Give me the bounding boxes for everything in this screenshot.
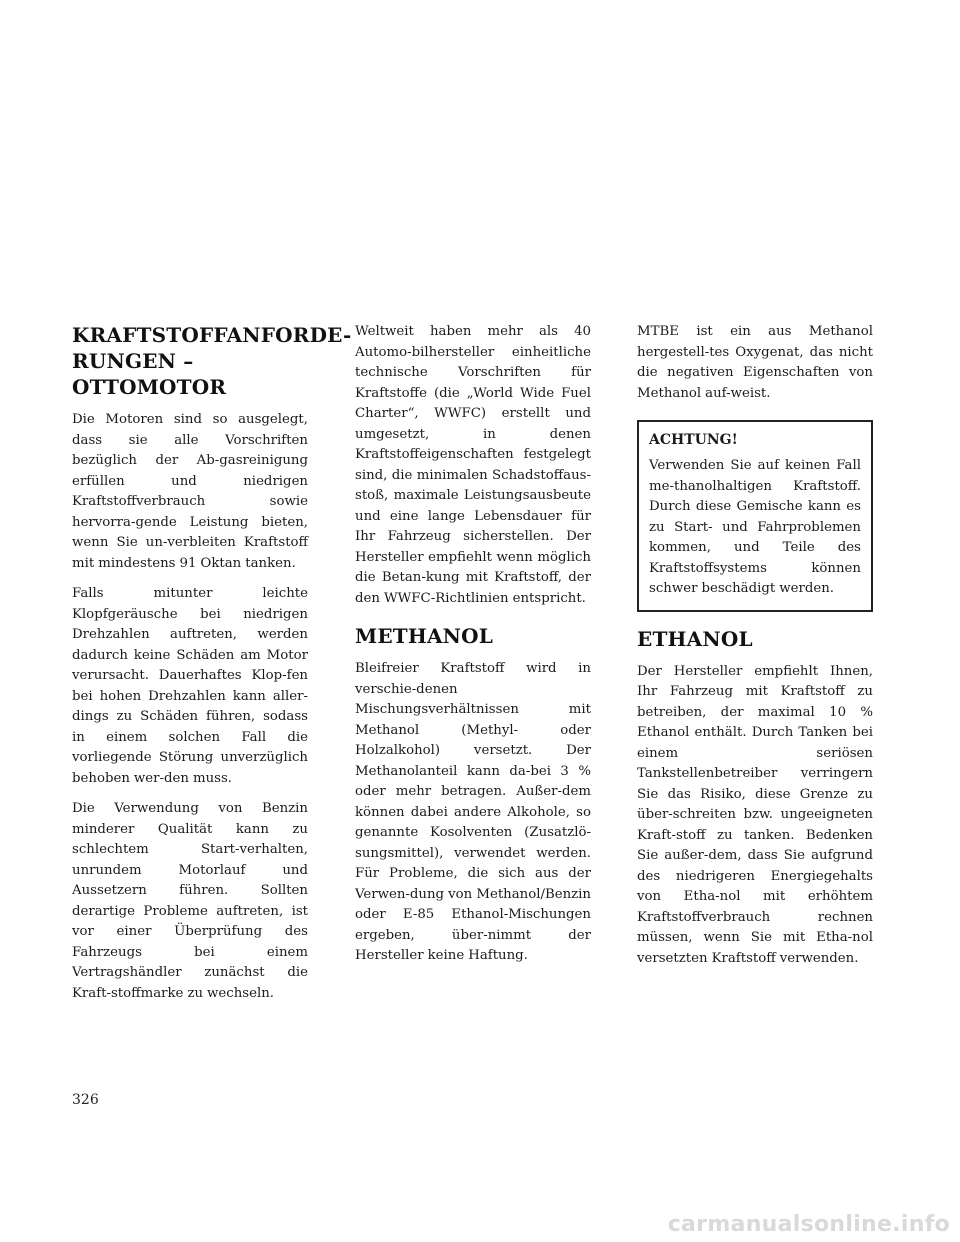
paragraph: Die Motoren sind so ausgelegt, dass sie alle Vorschriften bezüglich der Ab-gasreinigung erfüllen und niedrigen Kraftstoffverbrauch sowie hervorra-gende Leistung bieten, wenn Sie un-verbleiten Kraftstoff mit mindestens 91 Oktan tanken.: [72, 412, 308, 571]
paragraph: Bleifreier Kraftstoff wird in verschie-denen Mischungsverhältnissen mit Methanol (Methyl- oder Holzalkohol) versetzt. Der Methanolanteil kann da-bei 3 % oder mehr betragen. Außer-dem können dabei andere Alkohole, so genannte Kosolventen (Zusatzlö-sungsmittel), verwendet werden. Für Probleme, die sich aus der Verwen-dung von Methanol/Benzin oder E-85 Ethanol-Mischungen ergeben, über-nimmt der Hersteller keine Haftung.: [355, 661, 591, 963]
warning-text: Verwenden Sie auf keinen Fall me-thanolhaltigen Kraftstoff. Durch diese Gemische kann es zu Start- und Fahrproblemen kommen, und Teile des Kraftstoffsystems können schwer beschädigt werden.: [649, 458, 861, 596]
paragraph: Der Hersteller empfiehlt Ihnen, Ihr Fahrzeug mit Kraftstoff zu betreiben, der maximal 10 % Ethanol enthält. Durch Tanken bei einem seriösen Tankstellenbetreiber verringern Sie das Risiko, diese Grenze zu über-schreiten bzw. ungeeigneten Kraft-stoff zu tanken. Bedenken Sie außer-dem, dass Sie aufgrund des niedrigeren Energiegehalts von Etha-nol mit erhöhtem Kraftstoffverbrauch rechnen müssen, wenn Sie mit Etha-nol versetzten Kraftstoff verwenden.: [637, 663, 873, 966]
warning-box: [637, 420, 873, 612]
watermark: carmanualsonline.info: [667, 1212, 950, 1237]
section-heading-methanol: METHANOL: [355, 624, 494, 648]
column-3: [637, 322, 873, 979]
column-1: [72, 322, 352, 1014]
section-heading-fuel-requirements: [72, 322, 352, 400]
page-number: 326: [72, 1092, 99, 1108]
heading-line-1: KRAFTSTOFFANFORDE-: [72, 323, 352, 347]
paragraph: MTBE ist ein aus Methanol hergestell-tes Oxygenat, das nicht die negativen Eigenschaften von Methanol auf-weist.: [637, 324, 873, 401]
paragraph: Weltweit haben mehr als 40 Automo-bilhersteller einheitliche technische Vorschriften für Kraftstoffe (die „World Wide Fuel Charter“, WWFC) erstellt und umgesetzt, in denen Kraftstoffeigenschaften festgelegt sind, die minimalen Schadstoffaus-stoß, maximale Leistungsausbeute und eine lange Lebensdauer für Ihr Fahrzeug sicherstellen. Der Hersteller empfiehlt wenn möglich die Betan-kung mit Kraftstoff, der den WWFC-Richtlinien entspricht.: [355, 324, 591, 606]
paragraph: Falls mitunter leichte Klopfgeräusche bei niedrigen Drehzahlen auftreten, werden dadurch keine Schäden am Motor verursacht. Dauerhaftes Klop-fen bei hohen Drehzahlen kann aller-dings zu Schäden führen, sodass in einem solchen Fall die vorliegende Störung unverzüglich behoben wer-den muss.: [72, 586, 308, 786]
heading-line-2: RUNGEN – OTTOMOTOR: [72, 349, 227, 399]
section-heading-ethanol: ETHANOL: [637, 626, 753, 651]
column-2: [355, 322, 591, 977]
warning-title: ACHTUNG!: [649, 432, 738, 448]
paragraph: Die Verwendung von Benzin minderer Qualität kann zu schlechtem Start-verhalten, unrundem Motorlauf und Aussetzern führen. Sollten derartige Probleme auftreten, ist vor einer Überprüfung des Fahrzeugs bei einem Vertragshändler zunächst die Kraft-stoffmarke zu wechseln.: [72, 801, 308, 1001]
